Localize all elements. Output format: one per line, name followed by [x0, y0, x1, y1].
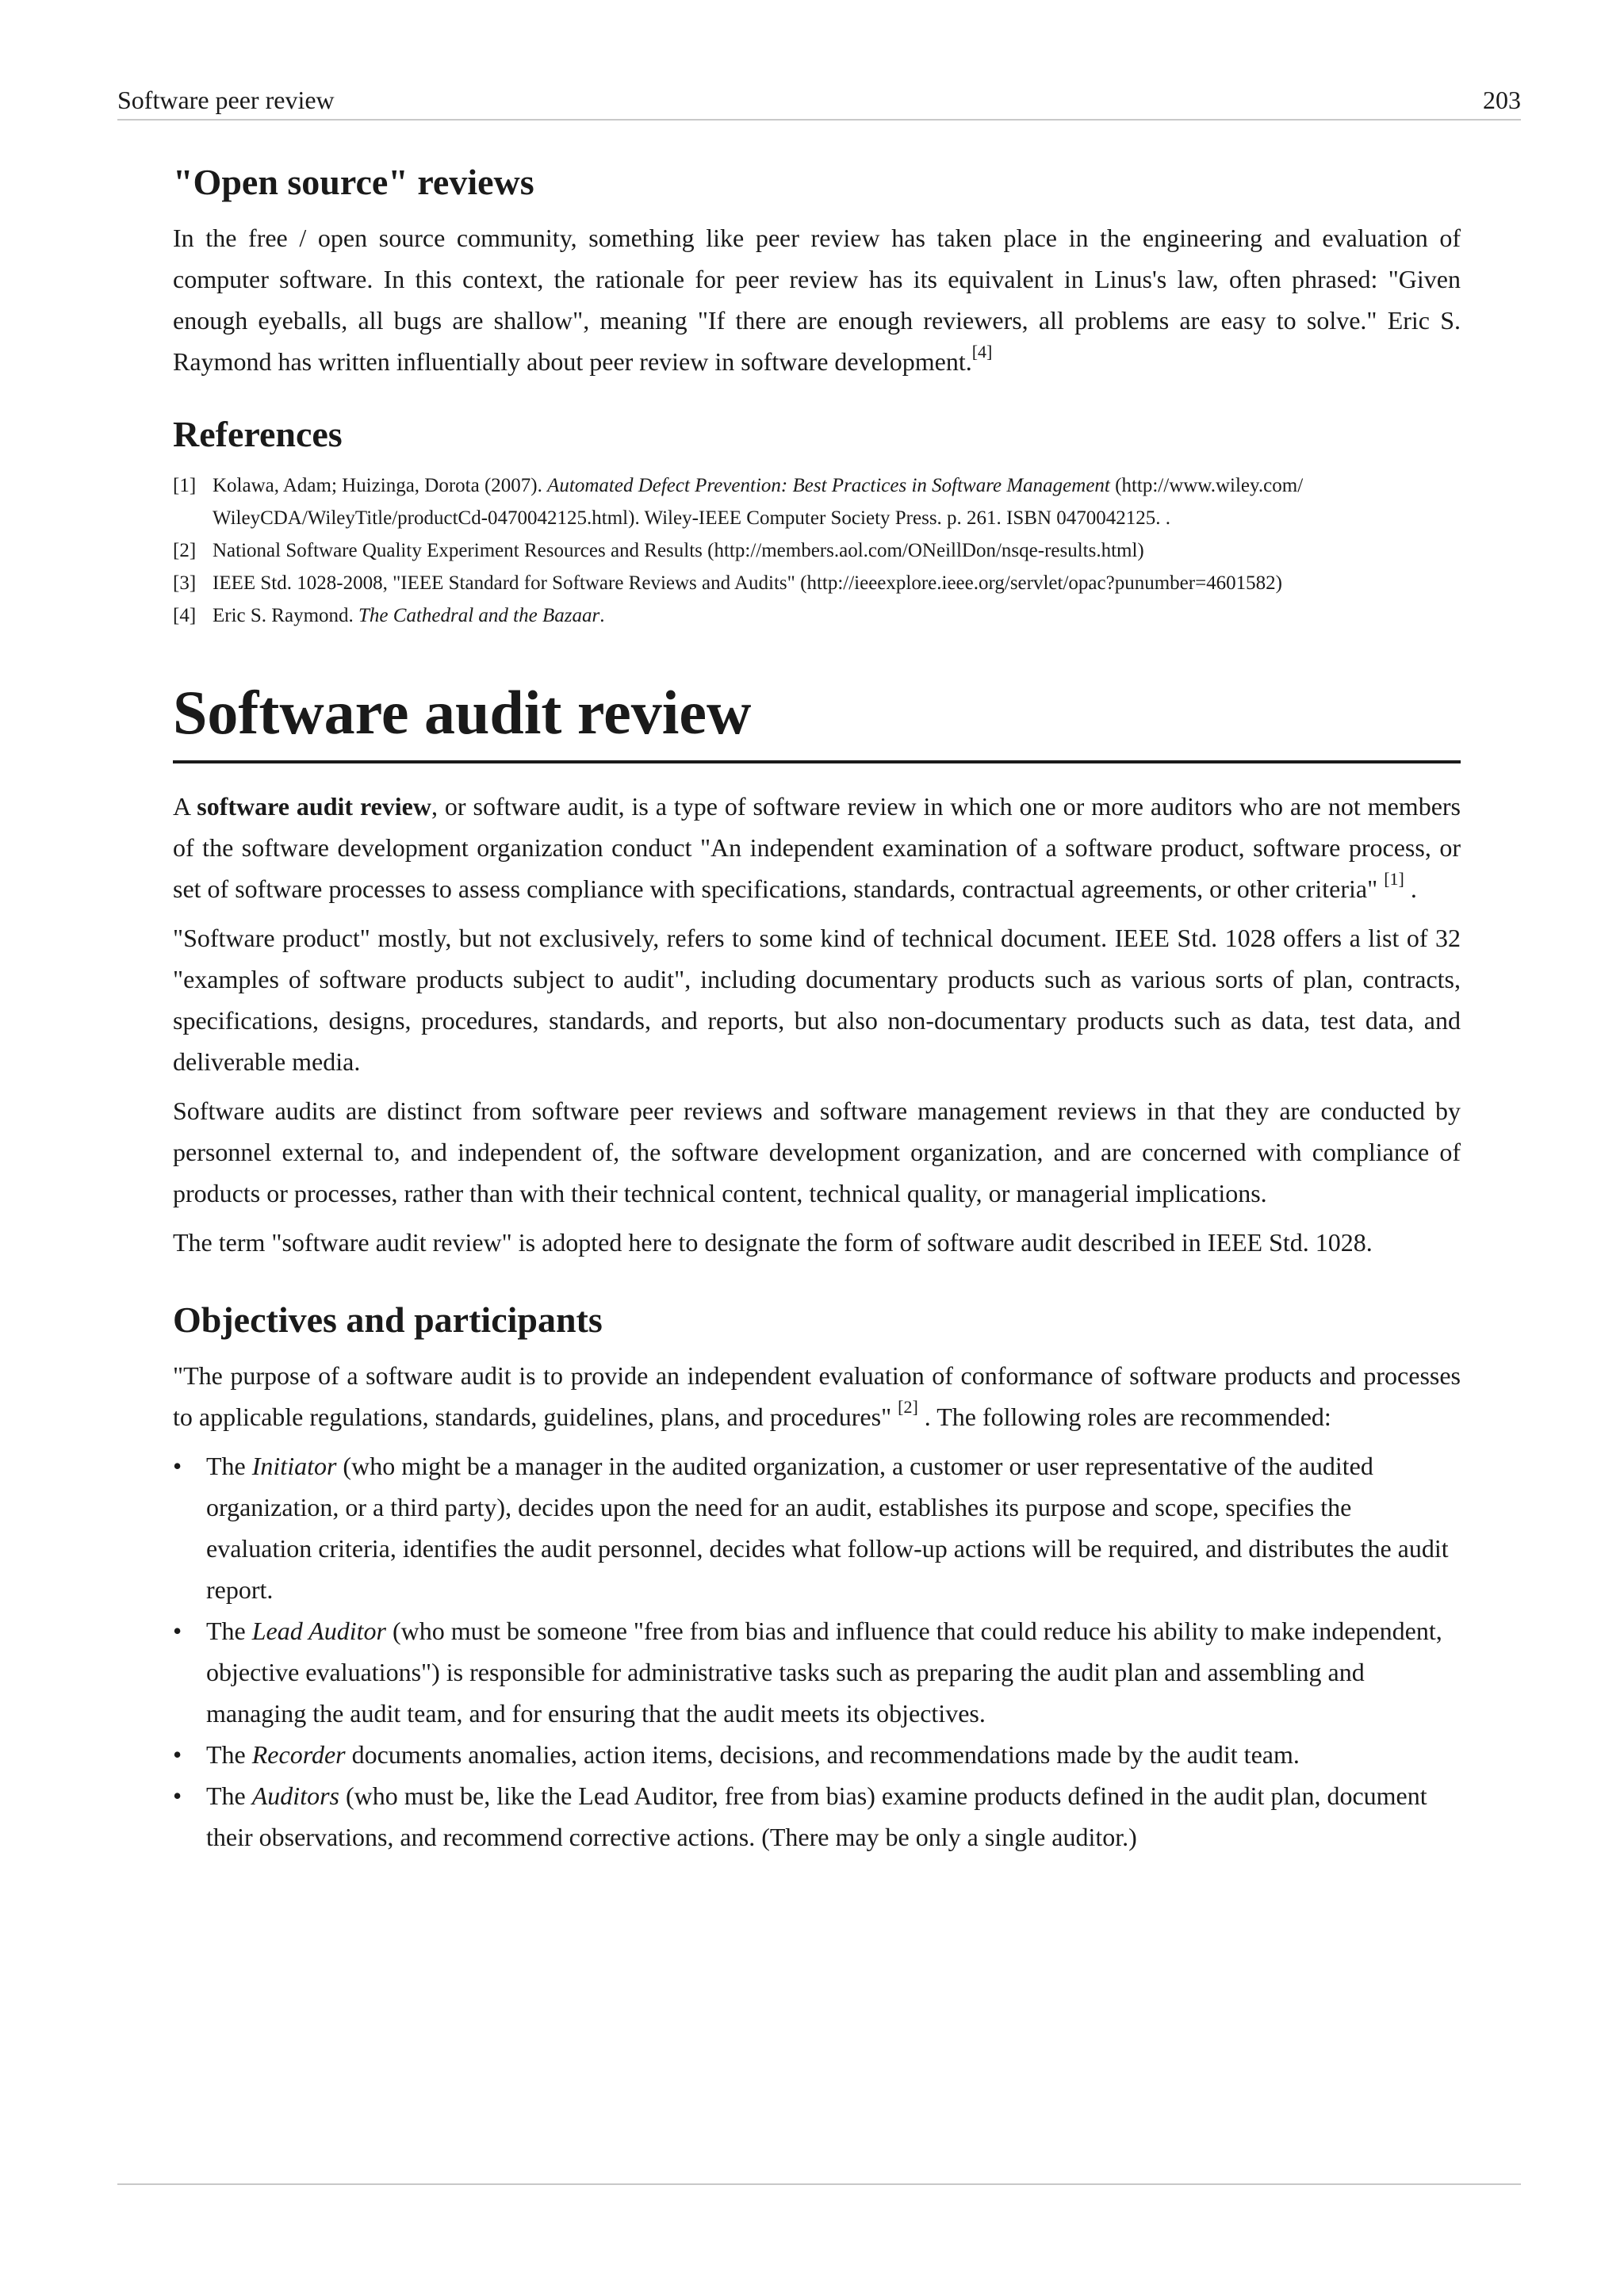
role-item-recorder [173, 1734, 1461, 1775]
article-title: Software audit review [173, 672, 1461, 763]
reference-number: [3] [173, 572, 197, 594]
reference-item-4 [173, 599, 1461, 632]
role-prefix: The [206, 1617, 252, 1645]
software-audit-article [173, 672, 1461, 1263]
objectives-heading: Objectives and participants [173, 1299, 603, 1340]
role-item-auditors [173, 1775, 1461, 1858]
citation-2: [2] [898, 1397, 918, 1418]
article-intro [173, 786, 1461, 909]
reference-item-3 [173, 567, 1461, 599]
role-description: documents anomalies, action items, decisions, and recommendations made by the audit team. [345, 1740, 1300, 1769]
footer-rule [117, 2183, 1521, 2185]
objectives-text-end: . The following roles are recommended: [917, 1402, 1331, 1431]
role-prefix: The [206, 1740, 252, 1769]
reference-text: National Software Quality Experiment Resources and Results (http://members.aol.com/ONeillDon/nsqe-results.html) [213, 540, 1144, 561]
role-name: Auditors [251, 1781, 339, 1810]
page-number: 203 [1483, 86, 1521, 114]
role-description: (who must be someone "free from bias and influence that could reduce his ability to make independent, objective evaluations") is responsible for administrative tasks such as preparing the audit plan and assembling and managing the audit team, and for ensuring that the audit meets its objectives. [206, 1617, 1442, 1728]
bullet: • [173, 1740, 182, 1769]
objectives-paragraph [173, 1355, 1461, 1437]
reference-book-title: The Cathedral and the Bazaar [358, 605, 600, 626]
role-prefix: The [206, 1452, 252, 1480]
open-source-section [173, 159, 1461, 382]
intro-term: software audit review [197, 792, 431, 821]
reference-book-title: Automated Defect Prevention: Best Practices in Software Management [547, 475, 1110, 496]
role-item-initiator [173, 1445, 1461, 1610]
roles-list [173, 1445, 1461, 1858]
reference-number: [1] [173, 475, 197, 496]
reference-text: IEEE Std. 1028-2008, "IEEE Standard for Software Reviews and Audits" (http://ieeexplore.ieee.org/servlet/opac?punumber=4601582) [213, 572, 1282, 594]
reference-number: [4] [173, 605, 197, 626]
reference-item-1 [173, 469, 1461, 534]
role-item-lead-auditor [173, 1610, 1461, 1734]
citation-4: [4] [971, 342, 993, 362]
running-header [117, 76, 1521, 121]
reference-number: [2] [173, 540, 197, 561]
role-name: Recorder [251, 1740, 346, 1769]
running-title: Software peer review [117, 86, 335, 114]
references-list [173, 469, 1461, 632]
intro-end: . [1404, 874, 1417, 903]
role-name: Lead Auditor [251, 1617, 386, 1645]
intro-lead: A [173, 792, 197, 821]
reference-text: Kolawa, Adam; Huizinga, Dorota (2007). [213, 475, 548, 496]
bullet: • [173, 1781, 182, 1810]
reference-item-2 [173, 534, 1461, 567]
page-content [173, 159, 1461, 1858]
references-section [173, 411, 1461, 632]
bullet: • [173, 1452, 182, 1480]
intro-text: , or software audit, is a type of software review in which one or more auditors who are not members of the software development organization conduct "An independent examination of a software product, software process, or set of software processes to assess compliance with specifications, standards, contractual agreements, or other criteria" [173, 792, 1461, 903]
reference-source: . [599, 605, 605, 626]
open-source-paragraph [173, 217, 1461, 382]
role-description: (who might be a manager in the audited organization, a customer or user representative of the audited organization, or a third party), decides upon the need for an audit, establishes its purpose and scope, specifies the evaluation criteria, identifies the audit personnel, decides what follow-up actions will be required, and distributes the audit report. [206, 1452, 1449, 1604]
article-paragraph: Software audits are distinct from software peer reviews and software management reviews in that they are conducted by personnel external to, and independent of, the software development organization, and are concerned with compliance of products or processes, rather than with their technical content, technical quality, or managerial implications. [173, 1096, 1461, 1207]
article-paragraph: The term "software audit review" is adopted here to designate the form of software audit described in IEEE Std. 1028. [173, 1228, 1373, 1257]
bullet: • [173, 1617, 182, 1645]
reference-source: (http://www.wiley.com/ WileyCDA/WileyTitle/productCd-0470042125.html). Wiley-IEEE Computer Society Press. p. 261. ISBN 0470042125. . [213, 475, 1304, 529]
references-heading: References [173, 414, 343, 454]
role-description: (who must be, like the Lead Auditor, free from bias) examine products defined in the audit plan, document their observations, and recommend corrective actions. (There may be only a single auditor.) [206, 1781, 1427, 1851]
reference-text: Eric S. Raymond. [213, 605, 359, 626]
objectives-section [173, 1296, 1461, 1858]
role-prefix: The [206, 1781, 252, 1810]
open-source-heading: "Open source" reviews [173, 162, 534, 202]
open-source-text: In the free / open source community, something like peer review has taken place in the engineering and evaluation of computer software. In this context, the rationale for peer review has its equivalent in Linus's law, often phrased: "Given enough eyeballs, all bugs are shallow", meaning "If there are enough reviewers, all problems are easy to solve." Eric S. Raymond has written influentially about peer review in software development. [173, 224, 1461, 376]
citation-1: [1] [1384, 869, 1404, 890]
article-paragraph: "Software product" mostly, but not exclusively, refers to some kind of technical document. IEEE Std. 1028 offers a list of 32 "examples of software products subject to audit", including documentary products such as various sorts of plan, contracts, specifications, designs, procedures, standards, and reports, but also non-documentary products such as data, test data, and deliverable media. [173, 924, 1461, 1076]
role-name: Initiator [251, 1452, 337, 1480]
objectives-text: "The purpose of a software audit is to provide an independent evaluation of conformance of software products and processes to applicable regulations, standards, guidelines, plans, and procedures" [173, 1361, 1461, 1431]
